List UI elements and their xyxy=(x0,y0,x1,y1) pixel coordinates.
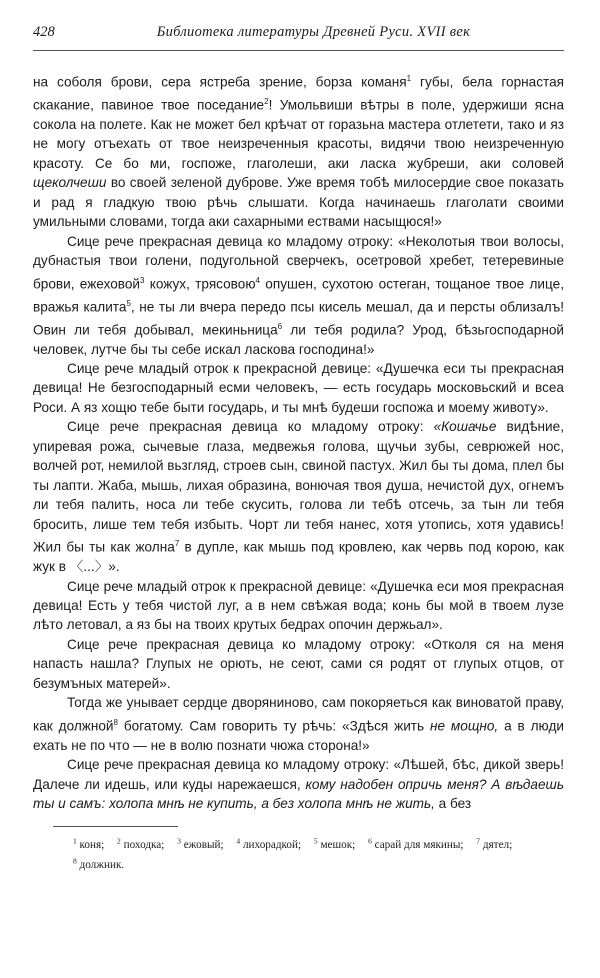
text-run: Тогда же унывает сердце дворяниново, сам покоряеться как виноватой праву, как должной xyxy=(33,695,564,734)
footnote-number: 4 xyxy=(236,836,241,846)
footnote-text: сарай для мякины; xyxy=(371,839,464,852)
footnote-ref: 4 xyxy=(255,275,260,285)
paragraph xyxy=(33,359,564,417)
footnote-text: должник. xyxy=(76,858,125,871)
footnote-number: 2 xyxy=(117,836,121,846)
text-run: губы, бела горнастая скакание, павиное твое поседание xyxy=(33,74,564,113)
footnote-item xyxy=(73,856,125,871)
footnote-number: 5 xyxy=(313,836,318,846)
header-rule xyxy=(33,50,564,51)
text-run: ! Умольвиши вѣтры в поле, удержиши ясна сокола на полете. Как не может бел крѣчат от горазьна мастера отлетети, тако и яз не могу отъехать от твое неизреченныя красоты, видячи твою неизреченную красоту. Се бо ми, госпоже, глаголеши, аки ласка жубреши, аки соловей xyxy=(33,97,565,171)
footnote-item xyxy=(476,836,513,852)
footnote-ref: 3 xyxy=(140,275,145,285)
text-run: во своей зеленой дуброве. Уже время тобѣ милосердие свое показать и рад я гладкую твою рѣчь слышати. Когда начинаешь глаголати своими умильными словами, тогда аки сахарными ествами насыщюся!» xyxy=(33,175,564,230)
footnote-text: коня; xyxy=(76,839,105,852)
footnote-item xyxy=(236,836,302,852)
page-number: 428 xyxy=(33,24,55,40)
footnote-text: дятел; xyxy=(480,839,513,852)
main-text xyxy=(33,69,564,813)
italic-text: «Кошачье xyxy=(433,419,497,435)
footnote-ref: 7 xyxy=(174,539,180,549)
text-run: в дупле, как мышь под кровлею, как червь под корою, как жук в 〈...〉». xyxy=(33,539,564,575)
text-run: опушен, сухотою остеган, тощаное твое лице, вражья калита xyxy=(33,276,564,315)
paragraph xyxy=(33,635,564,693)
paragraph xyxy=(33,693,564,755)
footnote-rule xyxy=(53,826,178,827)
italic-text: кому надобен опричь меня? А вѣдаешь ты и самъ: холопа мнѣ не купить, а без холопа мнѣ не жить, xyxy=(33,776,564,812)
paragraph xyxy=(33,232,564,359)
text-run: богатому. Сам говорить ту рѣчь: «Здѣся жить xyxy=(117,718,431,734)
paragraph xyxy=(33,69,564,232)
footnote-number: 1 xyxy=(73,836,77,846)
paragraph xyxy=(33,755,564,813)
italic-text: щеколчеши xyxy=(33,175,107,191)
footnote-text: походка; xyxy=(120,839,165,852)
footnote-item xyxy=(368,836,464,852)
footnote-ref: 5 xyxy=(126,298,131,308)
text-run: Сице рече прекрасная девица ко младому отроку: «Отколя ся на меня напасть нашла? Глупых не орють, не сеют, сами ся родят от глупых отцов, от безумъных матерей». xyxy=(33,636,564,691)
text-run: Сице рече прекрасная девица ко младому отроку: xyxy=(67,419,434,435)
footnote-number: 6 xyxy=(368,836,372,846)
footnotes xyxy=(33,833,564,872)
footnote-ref: 2 xyxy=(264,96,269,106)
footnote-ref: 6 xyxy=(277,321,283,331)
footnote-ref: 8 xyxy=(113,717,118,727)
paragraph xyxy=(33,417,564,576)
text-run: кожух, трясовою xyxy=(144,276,256,292)
footnote-item xyxy=(117,836,165,852)
text-run: ли тебя родила? Урод, бѣзьгосподарной человек, лутче бы ты себе искал ласкова господина!» xyxy=(33,322,564,357)
text-run: Сице рече младый отрок к прекрасной девице: «Душечка еси ты прекрасная девица! Не безгосподарный есми человекъ, — есть государь московьский и всеа Роси. А яз хощю тебе быти государь, и ты мнѣ будеши госпожа и моему животу». xyxy=(33,361,564,415)
footnote-ref: 1 xyxy=(406,74,412,83)
footnote-number: 8 xyxy=(73,856,77,866)
text-run: Сице рече прекрасная девица ко младому отроку: «Неколотыя твои волосы, дубнастыя твои голени, подугольной сверчекъ, осетровой хребет, тетеревиные брови, ежеховой xyxy=(33,233,564,292)
text-run: Сице рече прекрасная девица ко младому отроку: «Лѣшей, бѣс, дикой зверь! Далече ли идешь, или куды нарежаешся, xyxy=(33,757,564,792)
footnote-item xyxy=(313,836,356,852)
text-run: а в люди ехать не по что — не в волю познати чюжа сторона!» xyxy=(33,718,564,753)
text-run: , не ты ли вчера передо псы кисель мешал, да и персты облизалъ! Овин ли тебя добывал, мекиньница xyxy=(33,299,564,338)
page-header xyxy=(33,24,564,46)
text-run: видѣние, упиревая рожа, сычевые глаза, медвежья голова, щучьи зубы, севрюжей нос, волчей рот, немилой вьзгляд, строев сын, свиной пастух. Жил бы ты дома, плел бы ты лапти. Жаба, мышь, лихая образина, вонючая твоя душа, нечистой дух, огнемъ ли тебя палить, носа ли тебе скусить, голова ли тебѣ отсечь, за тын ли тебя бросить, лише тем тебя избыть. Чорт ли тебя нанес, хотя утопись, хотя удавись! Жил бы ты как жолна xyxy=(33,419,564,555)
footnote-number: 7 xyxy=(476,836,481,846)
footnote-text: ежовый; xyxy=(180,839,224,852)
footnote-item xyxy=(177,836,224,852)
text-run: Сице рече младый отрок к прекрасной девице: «Душечка еси моя прекрасная девица! Есть у тебя чистой луг, а в нем свѣжая вода; конь бы мой в твоем лузе лѣто летовал, а яз бы на твоих крутых бедрах опочин держьал». xyxy=(33,578,564,633)
text-run: а без xyxy=(434,796,472,812)
footnote-text: лихорадкой; xyxy=(240,839,302,852)
italic-text: не мощно, xyxy=(430,718,499,734)
text-run: на соболя брови, сера ястреба зрение, борза команя xyxy=(33,74,407,90)
running-title: Библиотека литературы Древней Руси. XVII век xyxy=(156,24,471,40)
paragraph xyxy=(33,577,564,635)
footnote-item xyxy=(73,836,105,852)
footnote-number: 3 xyxy=(177,836,181,846)
footnote-text: мешок; xyxy=(317,839,356,852)
